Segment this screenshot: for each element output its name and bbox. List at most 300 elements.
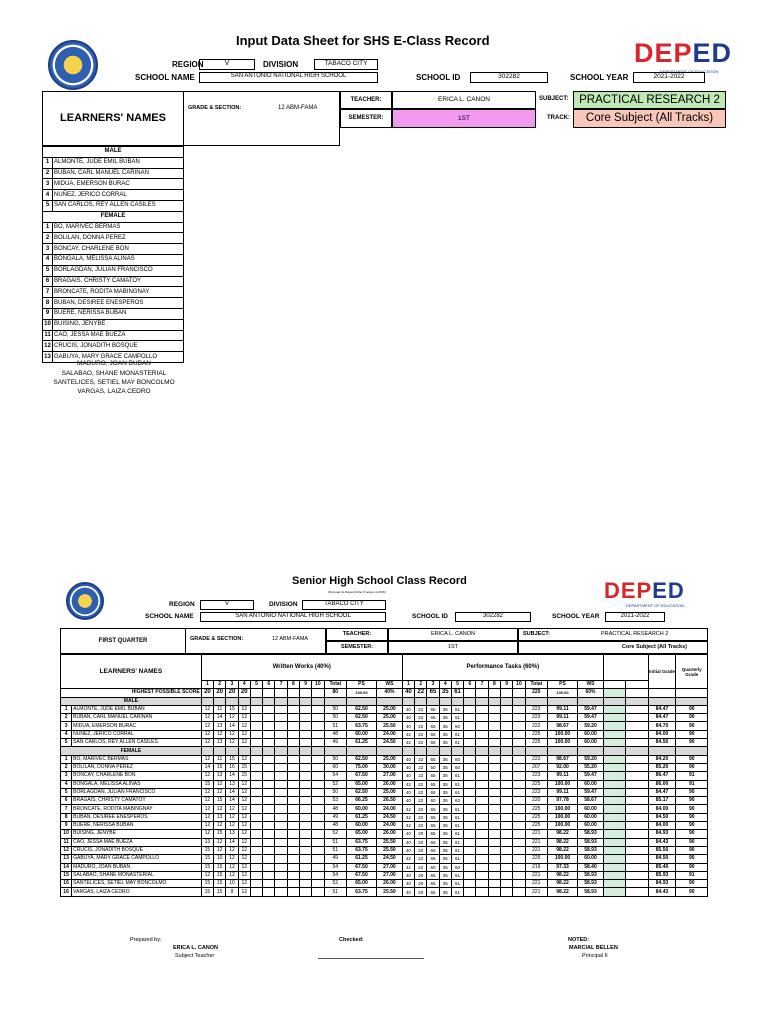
ww-score[interactable]: 15 [201, 780, 213, 788]
ww-score[interactable] [300, 805, 312, 813]
pt-score[interactable]: 42 [402, 780, 414, 788]
ww-score[interactable]: 13 [214, 813, 226, 821]
pt-score[interactable] [501, 788, 513, 796]
ww-score[interactable] [300, 714, 312, 722]
ww-score[interactable] [275, 780, 287, 788]
ww-score[interactable]: 13 [214, 739, 226, 747]
ww-score[interactable] [263, 722, 275, 730]
pt-score[interactable]: 60 [451, 763, 463, 771]
pt-score[interactable] [513, 705, 525, 713]
ww-score[interactable] [250, 763, 262, 771]
pt-score[interactable] [501, 855, 513, 863]
pt-score[interactable]: 65 [427, 838, 439, 846]
pt-score[interactable] [476, 763, 488, 771]
pt-score[interactable]: 42 [402, 805, 414, 813]
ww-score[interactable]: 15 [238, 772, 250, 780]
pt-score[interactable] [513, 763, 525, 771]
ww-score[interactable] [250, 805, 262, 813]
pt-score[interactable]: 65 [427, 705, 439, 713]
pt-score[interactable]: 61 [451, 739, 463, 747]
ww-score[interactable]: 14 [226, 797, 238, 805]
pt-score[interactable] [488, 763, 500, 771]
pt-score[interactable] [488, 739, 500, 747]
pt-score[interactable] [464, 739, 476, 747]
ww-score[interactable]: 15 [214, 863, 226, 871]
learner-grade-row[interactable] [61, 846, 708, 854]
learner-grade-row[interactable] [61, 714, 708, 722]
ww-score[interactable] [275, 863, 287, 871]
learner-grade-row[interactable] [61, 813, 708, 821]
pt-score[interactable]: 65 [427, 722, 439, 730]
ww-score[interactable]: 12 [201, 705, 213, 713]
pt-score[interactable]: 42 [402, 730, 414, 738]
ww-score[interactable] [263, 763, 275, 771]
ww-score[interactable]: 12 [238, 780, 250, 788]
learner-grade-row[interactable] [61, 772, 708, 780]
pt-score[interactable]: 35 [439, 730, 451, 738]
learner-name[interactable]: BONGALA, MELISSA ALINAS [53, 254, 184, 265]
pt-score[interactable]: 65 [427, 714, 439, 722]
pt-score[interactable]: 65 [427, 871, 439, 879]
ww-score[interactable]: 13 [214, 722, 226, 730]
learner-name[interactable]: BUISING, JENYBE [53, 319, 184, 330]
ww-score[interactable] [263, 714, 275, 722]
ww-score[interactable] [275, 722, 287, 730]
ww-score[interactable]: 12 [238, 788, 250, 796]
ww-score[interactable] [263, 880, 275, 888]
ww-score[interactable] [250, 813, 262, 821]
learner-grade-row[interactable] [61, 888, 708, 896]
ww-score[interactable] [250, 871, 262, 879]
pt-score[interactable]: 22 [415, 855, 427, 863]
ww-score[interactable] [275, 755, 287, 763]
learner-grade-row[interactable] [61, 822, 708, 830]
ww-score[interactable] [263, 780, 275, 788]
pt-score[interactable]: 65 [427, 830, 439, 838]
pt-score[interactable] [488, 880, 500, 888]
pt-score[interactable]: 20 [415, 830, 427, 838]
subject-value[interactable]: PRACTICAL RESEARCH 2 [573, 91, 726, 109]
ww-score[interactable] [287, 805, 299, 813]
pt-score[interactable]: 42 [402, 813, 414, 821]
pt-score[interactable] [488, 838, 500, 846]
pt-score[interactable] [476, 822, 488, 830]
ww-score[interactable]: 15 [214, 763, 226, 771]
ww-score[interactable] [250, 714, 262, 722]
pt-score[interactable]: 40 [402, 705, 414, 713]
pt-score[interactable]: 35 [439, 888, 451, 896]
ww-score[interactable] [300, 739, 312, 747]
pt-score[interactable]: 65 [427, 880, 439, 888]
pt-score[interactable]: 40 [402, 846, 414, 854]
division-value[interactable]: TABACO CITY [314, 59, 378, 70]
pt-score[interactable]: 35 [439, 722, 451, 730]
ww-score[interactable] [275, 730, 287, 738]
learner-grade-row[interactable] [61, 838, 708, 846]
pt-score[interactable] [476, 797, 488, 805]
pt-score[interactable]: 35 [439, 705, 451, 713]
pt-score[interactable] [513, 822, 525, 830]
pt-score[interactable] [501, 714, 513, 722]
pt-score[interactable]: 61 [451, 880, 463, 888]
pt-score[interactable] [488, 822, 500, 830]
pt-score[interactable] [488, 730, 500, 738]
ww-score[interactable]: 12 [238, 813, 250, 821]
pt-score[interactable] [501, 797, 513, 805]
ww-score[interactable] [312, 871, 324, 879]
ww-score[interactable] [263, 830, 275, 838]
pt-score[interactable] [501, 846, 513, 854]
pt-score[interactable]: 22 [415, 772, 427, 780]
learner-name[interactable]: BUBAN, DESIREE ENESPEROS [53, 298, 184, 309]
ww-score[interactable] [300, 888, 312, 896]
ww-score[interactable] [250, 855, 262, 863]
division-value[interactable]: TABACO CITY [302, 600, 386, 610]
ww-score[interactable] [312, 838, 324, 846]
pt-score[interactable]: 35 [439, 822, 451, 830]
pt-score[interactable] [501, 722, 513, 730]
ww-score[interactable] [263, 813, 275, 821]
ww-score[interactable] [250, 822, 262, 830]
ww-score[interactable] [300, 871, 312, 879]
pt-score[interactable] [464, 888, 476, 896]
ww-score[interactable]: 12 [226, 822, 238, 830]
ww-score[interactable] [300, 780, 312, 788]
pt-score[interactable] [464, 763, 476, 771]
ww-score[interactable] [312, 772, 324, 780]
ww-score[interactable] [275, 846, 287, 854]
ww-score[interactable] [287, 780, 299, 788]
pt-score[interactable]: 35 [439, 813, 451, 821]
ww-score[interactable] [300, 880, 312, 888]
pt-score[interactable] [464, 880, 476, 888]
pt-score[interactable]: 22 [415, 755, 427, 763]
pt-score[interactable] [476, 772, 488, 780]
pt-score[interactable] [464, 830, 476, 838]
pt-score[interactable] [501, 780, 513, 788]
ww-score[interactable] [250, 730, 262, 738]
ww-score[interactable]: 12 [238, 830, 250, 838]
school-id-value[interactable]: 302282 [470, 72, 548, 83]
pt-score[interactable] [513, 714, 525, 722]
learner-name[interactable]: BUBAN, CARL MANUEL CARINAN [53, 168, 184, 179]
ww-score[interactable] [287, 705, 299, 713]
pt-score[interactable] [476, 880, 488, 888]
pt-score[interactable] [513, 805, 525, 813]
ww-score[interactable] [250, 739, 262, 747]
ww-score[interactable] [300, 705, 312, 713]
ww-score[interactable]: 14 [226, 772, 238, 780]
pt-score[interactable]: 40 [402, 871, 414, 879]
pt-score[interactable]: 40 [402, 880, 414, 888]
ww-score[interactable]: 14 [201, 763, 213, 771]
pt-score[interactable]: 35 [439, 780, 451, 788]
pt-score[interactable]: 65 [427, 739, 439, 747]
pt-score[interactable] [501, 730, 513, 738]
pt-score[interactable]: 61 [451, 730, 463, 738]
ww-score[interactable] [300, 797, 312, 805]
pt-score[interactable] [513, 838, 525, 846]
ww-score[interactable]: 11 [214, 705, 226, 713]
ww-score[interactable]: 14 [226, 788, 238, 796]
ww-score[interactable] [312, 722, 324, 730]
ww-score[interactable]: 12 [238, 863, 250, 871]
learner-row[interactable] [43, 276, 184, 287]
pt-score[interactable]: 35 [439, 880, 451, 888]
ww-score[interactable]: 15 [214, 797, 226, 805]
ww-score[interactable] [250, 880, 262, 888]
ww-score[interactable] [263, 855, 275, 863]
pt-score[interactable]: 42 [402, 855, 414, 863]
pt-score[interactable]: 40 [402, 830, 414, 838]
ww-score[interactable]: 12 [226, 855, 238, 863]
pt-score[interactable]: 35 [439, 871, 451, 879]
ww-score[interactable]: 12 [201, 722, 213, 730]
learner-grade-row[interactable] [61, 863, 708, 871]
pt-score[interactable]: 65 [427, 888, 439, 896]
learner-name[interactable]: BRAGAIS, CHRISTY CAMATOY [53, 276, 184, 287]
pt-score[interactable]: 65 [427, 855, 439, 863]
ww-score[interactable] [300, 813, 312, 821]
pt-score[interactable] [501, 822, 513, 830]
school-name-value[interactable]: SAN ANTONIO NATIONAL HIGH SCHOOL [200, 612, 386, 622]
pt-score[interactable] [501, 739, 513, 747]
pt-score[interactable]: 35 [439, 755, 451, 763]
pt-score[interactable] [464, 730, 476, 738]
ww-score[interactable] [312, 714, 324, 722]
ww-score[interactable] [275, 871, 287, 879]
learner-row[interactable] [43, 265, 184, 276]
ww-score[interactable]: 12 [214, 788, 226, 796]
ww-score[interactable] [263, 797, 275, 805]
ww-score[interactable]: 12 [238, 888, 250, 896]
pt-score[interactable] [501, 880, 513, 888]
pt-score[interactable]: 61 [451, 714, 463, 722]
pt-score[interactable]: 35 [439, 855, 451, 863]
learner-row[interactable] [43, 222, 184, 233]
pt-score[interactable] [464, 813, 476, 821]
semester-value[interactable]: 1ST [392, 109, 536, 128]
pt-score[interactable] [488, 871, 500, 879]
ww-score[interactable]: 12 [214, 730, 226, 738]
pt-score[interactable] [464, 838, 476, 846]
ww-score[interactable] [250, 797, 262, 805]
ww-score[interactable] [275, 788, 287, 796]
school-year-value[interactable]: 2021-2022 [633, 72, 705, 83]
ww-score[interactable]: 12 [238, 846, 250, 854]
pt-score[interactable]: 61 [451, 830, 463, 838]
pt-score[interactable] [488, 788, 500, 796]
pt-score[interactable] [488, 797, 500, 805]
pt-score[interactable] [488, 780, 500, 788]
pt-score[interactable] [513, 755, 525, 763]
ww-score[interactable]: 11 [214, 755, 226, 763]
pt-score[interactable]: 63 [451, 797, 463, 805]
learner-grade-row[interactable] [61, 805, 708, 813]
learner-name[interactable]: GABUYA, MARY GRACE CAMPOLLO [53, 352, 184, 363]
pt-score[interactable]: 40 [402, 755, 414, 763]
ww-score[interactable] [287, 822, 299, 830]
ww-score[interactable]: 12 [214, 846, 226, 854]
ww-score[interactable]: 12 [214, 805, 226, 813]
learner-grade-row[interactable] [61, 880, 708, 888]
pt-score[interactable]: 22 [415, 714, 427, 722]
pt-score[interactable]: 20 [415, 838, 427, 846]
pt-score[interactable]: 65 [427, 788, 439, 796]
pt-score[interactable]: 42 [402, 822, 414, 830]
ww-score[interactable] [250, 772, 262, 780]
ww-score[interactable] [275, 772, 287, 780]
ww-score[interactable] [263, 772, 275, 780]
learner-grade-row[interactable] [61, 755, 708, 763]
pt-score[interactable] [501, 755, 513, 763]
pt-score[interactable] [464, 722, 476, 730]
ww-score[interactable]: 15 [214, 888, 226, 896]
pt-score[interactable] [476, 805, 488, 813]
ww-score[interactable]: 10 [214, 855, 226, 863]
pt-score[interactable] [476, 730, 488, 738]
pt-score[interactable]: 40 [402, 714, 414, 722]
ww-score[interactable]: 15 [201, 863, 213, 871]
ww-score[interactable]: 12 [201, 822, 213, 830]
ww-score[interactable] [263, 805, 275, 813]
ww-score[interactable] [250, 755, 262, 763]
ww-score[interactable] [250, 788, 262, 796]
ww-score[interactable] [287, 838, 299, 846]
pt-score[interactable]: 35 [439, 797, 451, 805]
ww-score[interactable] [263, 705, 275, 713]
learner-grade-row[interactable] [61, 763, 708, 771]
teacher-value[interactable]: ERICA L. CANON [392, 91, 536, 109]
ww-score[interactable]: 12 [226, 714, 238, 722]
pt-score[interactable]: 35 [439, 788, 451, 796]
ww-score[interactable]: 12 [238, 805, 250, 813]
pt-score[interactable] [476, 755, 488, 763]
ww-score[interactable]: 15 [201, 846, 213, 854]
ww-score[interactable]: 9 [226, 888, 238, 896]
ww-score[interactable]: 12 [201, 788, 213, 796]
ww-score[interactable]: 12 [214, 822, 226, 830]
pt-score[interactable] [488, 722, 500, 730]
pt-score[interactable]: 40 [402, 763, 414, 771]
pt-score[interactable] [476, 780, 488, 788]
learner-name[interactable]: MIDUA, EMERSON BURAC [53, 179, 184, 190]
ww-score[interactable] [312, 730, 324, 738]
ww-score[interactable] [300, 788, 312, 796]
ww-score[interactable] [287, 846, 299, 854]
learner-name[interactable]: BO, MARIVEC BERMAS [53, 222, 184, 233]
ww-score[interactable] [287, 855, 299, 863]
ww-score[interactable] [312, 763, 324, 771]
pt-score[interactable]: 22 [415, 722, 427, 730]
learner-name[interactable]: BORLAGDAN, JULIAN FRANCISCO [53, 265, 184, 276]
pt-score[interactable]: 20 [415, 880, 427, 888]
ww-score[interactable] [287, 871, 299, 879]
pt-score[interactable] [513, 739, 525, 747]
pt-score[interactable] [464, 855, 476, 863]
ww-score[interactable] [287, 714, 299, 722]
pt-score[interactable] [464, 846, 476, 854]
pt-score[interactable] [476, 838, 488, 846]
pt-score[interactable] [501, 871, 513, 879]
ww-score[interactable]: 15 [214, 830, 226, 838]
pt-score[interactable] [513, 772, 525, 780]
learner-name[interactable]: BONCAY, CHARLENE BON [53, 244, 184, 255]
ww-score[interactable]: 12 [214, 780, 226, 788]
ww-score[interactable] [287, 763, 299, 771]
region-value[interactable]: V [200, 600, 254, 610]
pt-score[interactable]: 65 [427, 772, 439, 780]
ww-score[interactable] [300, 730, 312, 738]
ww-score[interactable] [275, 813, 287, 821]
pt-score[interactable]: 35 [439, 739, 451, 747]
pt-score[interactable] [476, 722, 488, 730]
pt-score[interactable] [488, 772, 500, 780]
learner-name[interactable]: BOLILAN, DONNA PEREZ [53, 233, 184, 244]
pt-score[interactable]: 61 [451, 772, 463, 780]
pt-score[interactable]: 22 [415, 822, 427, 830]
pt-score[interactable] [476, 871, 488, 879]
pt-score[interactable]: 35 [439, 863, 451, 871]
ww-score[interactable] [312, 797, 324, 805]
pt-score[interactable] [501, 830, 513, 838]
ww-score[interactable] [312, 830, 324, 838]
learner-grade-row[interactable] [61, 788, 708, 796]
ww-score[interactable] [250, 780, 262, 788]
ww-score[interactable] [312, 780, 324, 788]
pt-score[interactable]: 20 [415, 846, 427, 854]
learner-row[interactable] [43, 168, 184, 179]
ww-score[interactable]: 12 [238, 880, 250, 888]
pt-score[interactable] [488, 888, 500, 896]
ww-score[interactable] [250, 846, 262, 854]
pt-score[interactable]: 60 [451, 863, 463, 871]
pt-score[interactable]: 22 [415, 805, 427, 813]
pt-score[interactable] [464, 805, 476, 813]
pt-score[interactable] [501, 805, 513, 813]
learner-row[interactable] [43, 319, 184, 330]
pt-score[interactable]: 22 [415, 780, 427, 788]
ww-score[interactable] [287, 797, 299, 805]
ww-score[interactable]: 12 [238, 797, 250, 805]
learner-row[interactable] [43, 190, 184, 201]
pt-score[interactable] [464, 788, 476, 796]
learner-grade-row[interactable] [61, 855, 708, 863]
ww-score[interactable]: 12 [226, 739, 238, 747]
ww-score[interactable]: 12 [201, 739, 213, 747]
learner-row[interactable] [43, 341, 184, 352]
pt-score[interactable] [501, 763, 513, 771]
ww-score[interactable]: 12 [226, 805, 238, 813]
pt-score[interactable]: 60 [451, 755, 463, 763]
learner-grade-row[interactable] [61, 722, 708, 730]
pt-score[interactable]: 20 [415, 871, 427, 879]
pt-score[interactable]: 50 [427, 763, 439, 771]
pt-score[interactable] [476, 739, 488, 747]
pt-score[interactable]: 60 [451, 722, 463, 730]
pt-score[interactable] [464, 822, 476, 830]
ww-score[interactable]: 12 [226, 813, 238, 821]
ww-score[interactable]: 15 [226, 705, 238, 713]
ww-score[interactable]: 12 [226, 730, 238, 738]
school-id-value[interactable]: 302282 [455, 612, 531, 622]
learner-row[interactable] [43, 233, 184, 244]
ww-score[interactable]: 12 [201, 772, 213, 780]
pt-score[interactable] [464, 863, 476, 871]
pt-score[interactable]: 61 [451, 822, 463, 830]
pt-score[interactable] [488, 863, 500, 871]
learner-row[interactable] [43, 179, 184, 190]
